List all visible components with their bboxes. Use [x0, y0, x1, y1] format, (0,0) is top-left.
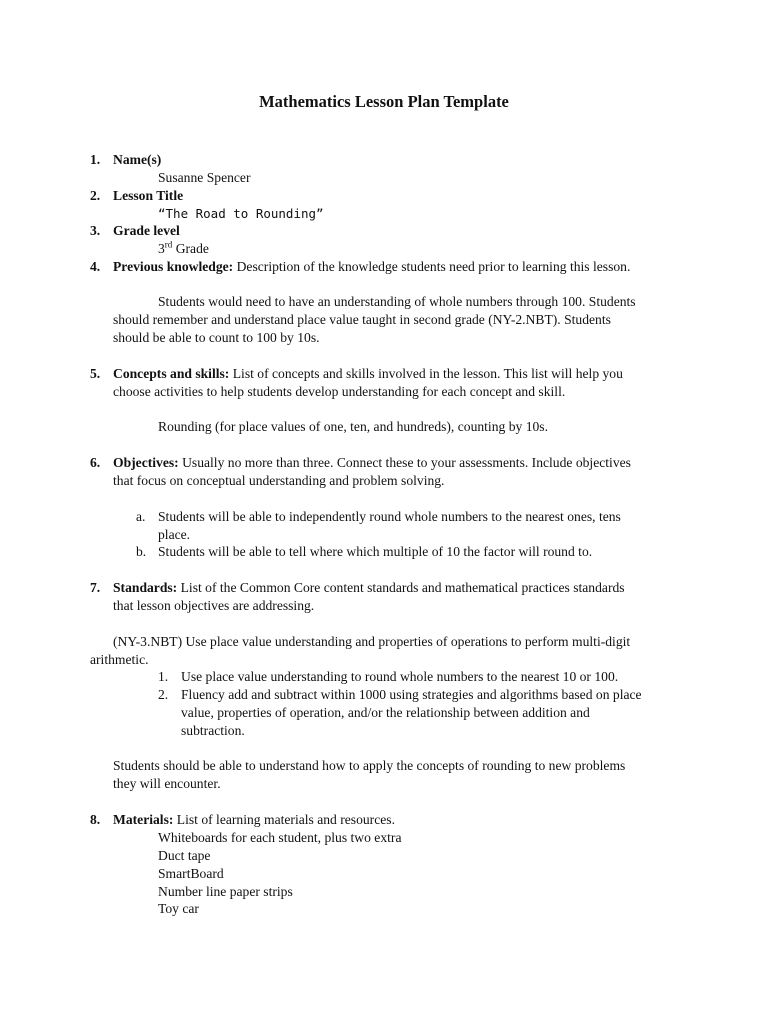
prev-knowledge-text-1: Students would need to have an understanding of whole numbers through 100. Students — [158, 294, 636, 309]
standard-item-2-label: 2. — [158, 687, 169, 702]
material-item: Duct tape — [158, 848, 211, 863]
objective-a-text-2: place. — [158, 527, 191, 542]
section-2-heading: Lesson Title — [113, 188, 184, 203]
section-5-line — [113, 365, 623, 383]
section-5-description-1: List of concepts and skills involved in the lesson. This list will help you — [229, 366, 623, 381]
section-4-number: 4. — [90, 259, 101, 274]
prev-knowledge-text-3: should be able to count to 100 by 10s. — [113, 330, 320, 345]
objective-b-label: b. — [136, 544, 147, 559]
grade-word: Grade — [172, 241, 209, 256]
section-6-description-1: Usually no more than three. Connect these to your assessments. Include objectives — [178, 455, 631, 470]
section-7-line — [113, 579, 625, 597]
section-3-number: 3. — [90, 223, 101, 238]
standard-item-1-label: 1. — [158, 669, 169, 684]
page-title: Mathematics Lesson Plan Template — [259, 92, 509, 111]
section-7-description-1: List of the Common Core content standards and mathematical practices standards — [177, 580, 625, 595]
section-6-line — [113, 454, 631, 472]
standards-note-1: Students should be able to understand how to apply the concepts of rounding to new problems — [113, 758, 626, 773]
section-1-number: 1. — [90, 152, 101, 167]
standard-item-2-text-3: subtraction. — [181, 723, 245, 738]
grade-ordinal: rd — [164, 239, 173, 250]
section-7-number: 7. — [90, 580, 101, 595]
section-7-heading: Standards: — [113, 580, 178, 595]
section-4-line — [113, 258, 630, 276]
section-3-heading: Grade level — [113, 223, 180, 238]
objective-b-text: Students will be able to tell where which multiple of 10 the factor will round to. — [158, 544, 593, 559]
section-6-heading: Objectives: — [113, 455, 179, 470]
objective-a-label: a. — [136, 509, 146, 524]
grade-value — [158, 240, 209, 258]
material-item: Whiteboards for each student, plus two extra — [158, 830, 402, 845]
section-8-heading: Materials: — [113, 812, 174, 827]
section-5-heading: Concepts and skills: — [113, 366, 230, 381]
standard-item-2-text-2: value, properties of operation, and/or the relationship between addition and — [181, 705, 590, 720]
section-8-number: 8. — [90, 812, 101, 827]
prev-knowledge-text-2: should remember and understand place value taught in second grade (NY-2.NBT). Students — [113, 312, 611, 327]
material-item: Number line paper strips — [158, 884, 293, 899]
lesson-title-value: “The Road to Rounding” — [158, 206, 324, 221]
standard-item-1-text: Use place value understanding to round whole numbers to the nearest 10 or 100. — [181, 669, 619, 684]
author-name: Susanne Spencer — [158, 170, 251, 185]
material-item: SmartBoard — [158, 866, 224, 881]
section-8-line — [113, 811, 395, 829]
section-6-description-2: that focus on conceptual understanding and problem solving. — [113, 473, 445, 488]
section-2-number: 2. — [90, 188, 101, 203]
section-1-heading: Name(s) — [113, 152, 162, 167]
section-5-description-2: choose activities to help students develop understanding for each concept and skill. — [113, 384, 566, 399]
standard-text-2: arithmetic. — [90, 652, 149, 667]
section-6-number: 6. — [90, 455, 101, 470]
standards-note-2: they will encounter. — [113, 776, 221, 791]
material-item: Toy car — [158, 901, 199, 916]
objective-a-text-1: Students will be able to independently round whole numbers to the nearest ones, tens — [158, 509, 621, 524]
section-7-description-2: that lesson objectives are addressing. — [113, 598, 315, 613]
section-5-number: 5. — [90, 366, 101, 381]
section-4-heading: Previous knowledge: — [113, 259, 234, 274]
standard-text-1: (NY-3.NBT) Use place value understanding and properties of operations to perform multi-digit — [113, 634, 631, 649]
standard-item-2-text-1: Fluency add and subtract within 1000 using strategies and algorithms based on place — [181, 687, 642, 702]
section-4-description: Description of the knowledge students need prior to learning this lesson. — [233, 259, 631, 274]
grade-number: 3 — [158, 241, 165, 256]
section-8-description: List of learning materials and resources. — [173, 812, 395, 827]
concepts-text: Rounding (for place values of one, ten, and hundreds), counting by 10s. — [158, 419, 548, 434]
